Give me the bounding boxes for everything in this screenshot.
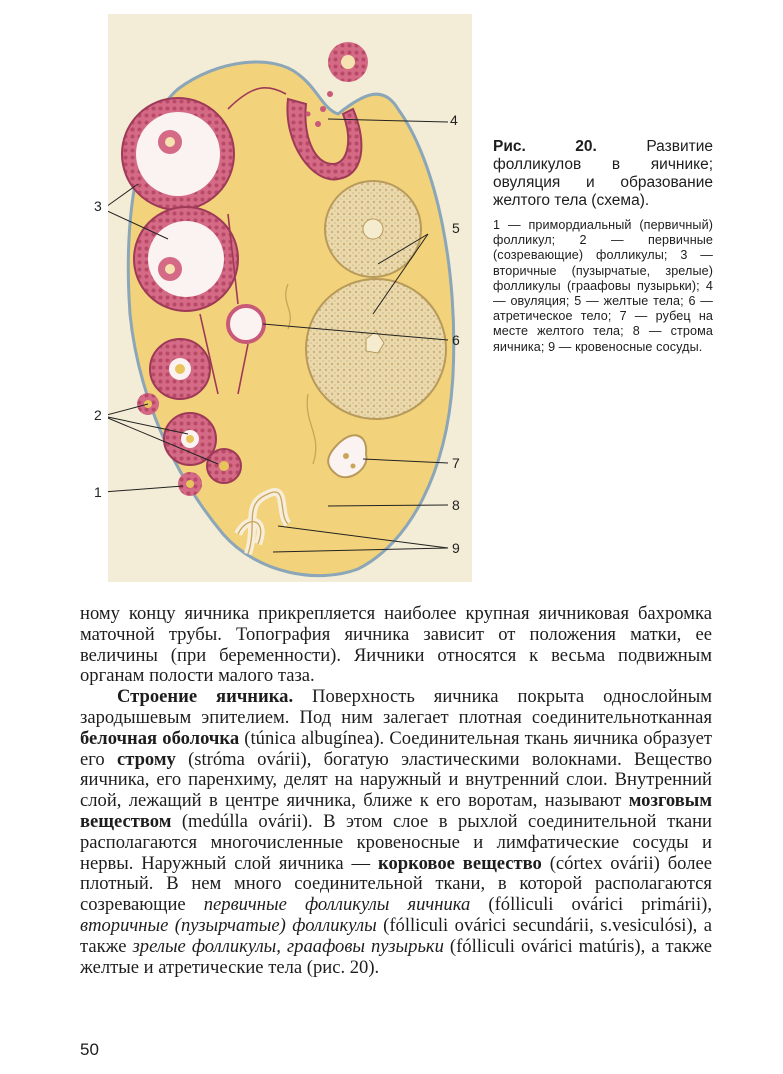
text-run: (túnica albugínea). Соединительная ткань яичника образует его <box>80 727 712 770</box>
caption-legend: 1 — примордиальный (первичный) фолликул; 2 — первичные (созревающие) фолликулы; 3 — вторичные (пузырчатые, зрелые) фолликулы (граафовы пузырьки); 4 — овуляция; 5 — желтые тела; 6 — атретическое тело; 7 — рубец на месте желтого тела; 8 — строма яичника; 9 — кровеносные сосуды. <box>493 218 713 354</box>
callout-7: 7 <box>452 455 460 471</box>
term-stroma: строму <box>116 748 176 770</box>
term-mature-follicles: зрелые фолликулы, граафовы пузырьки <box>132 935 444 957</box>
caption-title <box>493 138 713 210</box>
ovary-figure <box>94 14 472 582</box>
paragraph-2 <box>80 687 712 978</box>
callout-2: 2 <box>94 407 102 423</box>
atretic-body <box>228 306 264 342</box>
caption-title-text: Развитие фолликулов в яичнике; овуляция и образование желтого тела (схема). <box>493 138 713 209</box>
term-secondary-follicles: вторичные (пузырчатые) фолликулы <box>80 914 377 936</box>
paragraph-1: ному концу яичника прикрепляется наиболее крупная яичниковая бахромка маточной трубы. Топография яичника зависит от положения матки, ее величины (при беременности). Яичники относятся к весьма подвижным органам полости малого таза. <box>80 603 712 687</box>
body-text <box>80 604 712 978</box>
text-run: (medúlla ovárii). В этом слое в рыхлой соединительной ткани располагаются многочисленные кровеносные и лимфатические сосуды и нервы. Наружный слой яичника — <box>80 810 712 874</box>
callout-1: 1 <box>94 484 102 500</box>
text-run: (fólliculi ovárici primárii), <box>470 894 712 916</box>
term-primary-follicles: первичные фолликулы яичника <box>203 894 471 916</box>
term-tunica: белочная оболочка <box>80 727 240 749</box>
callout-3: 3 <box>94 198 102 214</box>
callout-6: 6 <box>452 332 460 348</box>
text-run: (córtex ovárii) более плотный. В нем много соединительной ткани, в которой располагаются созревающие <box>80 852 713 916</box>
text-run: (fólliculi ovárici matúris), а также желтые и атретические тела (рис. 20). <box>80 935 712 978</box>
term-cortex: корковое вещество <box>378 852 542 874</box>
text-run: (stróma ovárii), богатую эластическими волокнами. Вещество яичника, его паренхиму, делят на наружный и внутренний слои. Внутренний слой, лежащий в центре яичника, ближе к его воротам, называют <box>80 748 712 812</box>
text-run: (fólliculi ovárici secundárii, s.vesiculósi), а также <box>80 914 713 957</box>
ovary-illustration <box>108 14 472 582</box>
callout-8: 8 <box>452 497 460 513</box>
callout-9: 9 <box>452 540 460 556</box>
term-medulla: мозговым веществом <box>80 790 712 832</box>
callout-5: 5 <box>452 220 460 236</box>
callout-4: 4 <box>450 112 458 128</box>
page-number: 50 <box>80 1040 99 1059</box>
section-heading: Строение яичника. <box>117 686 294 708</box>
caption-label: Рис. 20. <box>493 138 597 155</box>
text-run: Поверхность яичника покрыта однослойным зародышевым эпителием. Под ним залегает плотная соединительнотканная <box>80 686 712 728</box>
primordial-follicle <box>178 472 202 496</box>
figure-caption <box>493 138 713 355</box>
